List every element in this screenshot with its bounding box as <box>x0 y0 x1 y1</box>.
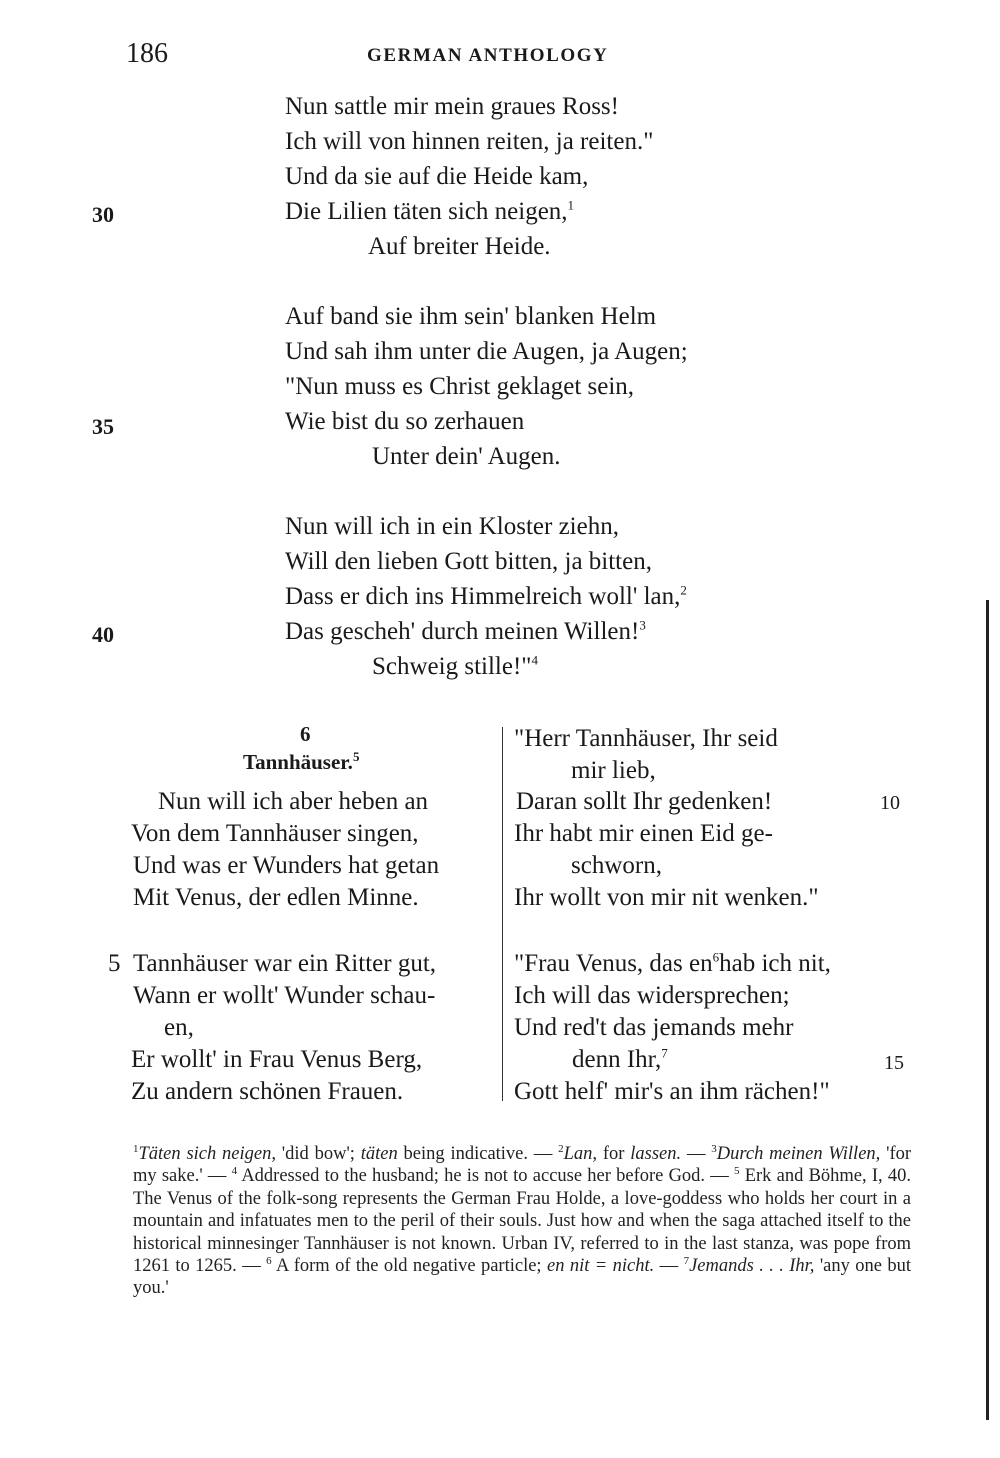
footnote-text: 'for my sake.' — <box>133 1144 912 1187</box>
footnote-italic: Lan, <box>563 1144 598 1164</box>
footnote-marker: 3 <box>711 1142 717 1155</box>
poem-line: Auf breiter Heide. <box>368 233 551 260</box>
footnote-italic: Jemands . . . Ihr, <box>689 1256 815 1277</box>
poem-line: Die Lilien täten sich neigen,$^1$ <box>285 197 575 225</box>
poem-line: Ihr habt mir einen Eid ge- <box>514 820 773 847</box>
page-edge-rule <box>986 600 989 1420</box>
footnote-text: being indicative. — <box>397 1144 559 1164</box>
poem-line: Er wollt' in Frau Venus Berg, <box>131 1046 423 1073</box>
footnote-italic: en nit = nicht. <box>546 1256 655 1277</box>
poem-line: Tannhäuser war ein Ritter gut, <box>133 950 437 977</box>
line-number: 40 <box>92 622 114 647</box>
page-number: 186 <box>126 38 168 69</box>
footnote-text: Addressed to the husband; he is not to accuse her before God. — <box>237 1166 734 1187</box>
poem-line: Mit Venus, der edlen Minne. <box>133 884 419 911</box>
line-number: 15 <box>884 1052 904 1074</box>
line-number: 35 <box>92 414 114 439</box>
section-title: Tannhäuser.$^5$ <box>243 749 360 774</box>
poem-line: Nun will ich in ein Kloster ziehn, <box>285 513 619 540</box>
footnote-italic: Täten sich neigen, <box>138 1144 276 1164</box>
poem-line: "Frau Venus, das $en^6hab$ ich nit, <box>514 949 831 977</box>
footnote-italic: täten <box>360 1144 398 1164</box>
poem-line: mir lieb, <box>571 757 656 784</box>
poem-line: denn Ihr,$^7$ <box>572 1045 668 1073</box>
footnote-text: 'any one but you.' <box>133 1256 912 1299</box>
poem-line: Auf band sie ihm sein' blanken Helm <box>285 303 657 330</box>
footnote-marker: 7 <box>683 1254 690 1267</box>
footnote-text: — <box>654 1256 684 1277</box>
poem-line: schworn, <box>571 852 662 879</box>
poem-line: Ihr wollt von mir nit wenken." <box>514 884 819 911</box>
poem-line: Will den lieben Gott bitten, ja bitten, <box>285 548 652 575</box>
footnotes <box>133 1143 911 1300</box>
poem-line: Ich will von hinnen reiten, ja reiten." <box>285 128 654 155</box>
poem-line: "Herr Tannhäuser, Ihr seid <box>514 725 778 752</box>
footnote-marker: 1 <box>133 1142 139 1155</box>
footnote-paragraph <box>133 1143 911 1300</box>
poem-line: Gott helf' mir's an ihm rächen!" <box>514 1078 830 1105</box>
poem-line: Zu andern schönen Frauen. <box>131 1078 404 1105</box>
footnote-text: 'did bow'; <box>276 1144 361 1164</box>
footnote-marker: 2 <box>558 1142 564 1155</box>
footnote-marker: 6 <box>266 1254 272 1267</box>
footnote-text: A form of the old negative particle; <box>271 1256 547 1277</box>
poem-line: "Nun muss es Christ geklaget sein, <box>285 373 635 400</box>
footnote-marker: 5 <box>734 1165 740 1178</box>
poem-line: Dass er dich ins Himmelreich woll' lan,$^2$ <box>285 582 687 610</box>
footnote-marker: 4 <box>231 1165 238 1178</box>
poem-line: en, <box>164 1014 194 1041</box>
poem-line: Und sah ihm unter die Augen, ja Augen; <box>285 338 688 365</box>
poem-line: Wie bist du so zerhauen <box>285 408 525 435</box>
poem-line: Und red't das jemands mehr <box>514 1014 794 1041</box>
line-number: 30 <box>92 202 114 227</box>
running-title: GERMAN ANTHOLOGY <box>367 45 609 66</box>
column-divider <box>502 727 503 1101</box>
poem-line: Ich will das widersprechen; <box>514 982 790 1009</box>
poem-line: Wann er wollt' Wunder schau- <box>133 982 436 1009</box>
poem-line: Nun will ich aber heben an <box>158 788 429 815</box>
poem-line: Und da sie auf die Heide kam, <box>285 163 589 190</box>
footnote-text: for <box>597 1144 631 1164</box>
line-number: 5 <box>108 950 121 977</box>
footnote-text: — <box>681 1144 712 1164</box>
poem-line: Von dem Tannhäuser singen, <box>131 820 419 847</box>
poem-line: Schweig stille!"$^4$ <box>372 652 538 680</box>
footnote-text: Erk and Böhme, I, 40. The Venus of the folk-song represents the German Frau Holde, a love-goddess who holds her court in a mountain and infatuates men to the peril of their souls. Just how and when the saga attached itself to the historical minnesinger Tannhäuser is not known. Urban IV, referred to in the last stanza, was pope from 1261 to 1265. — <box>133 1166 911 1277</box>
poem-line: Daran sollt Ihr gedenken! <box>516 788 773 815</box>
footnote-italic: lassen. <box>630 1144 682 1164</box>
section-number: 6 <box>300 722 311 746</box>
poem-line: Unter dein' Augen. <box>372 443 561 470</box>
poem-line: Und was er Wunders hat getan <box>133 852 440 879</box>
poem-line: Nun sattle mir mein graues Ross! <box>285 93 619 120</box>
footnote-italic: Durch meinen Willen, <box>716 1144 881 1164</box>
line-number: 10 <box>880 792 900 814</box>
poem-line: Das gescheh' durch meinen Willen!$^3$ <box>285 617 646 645</box>
